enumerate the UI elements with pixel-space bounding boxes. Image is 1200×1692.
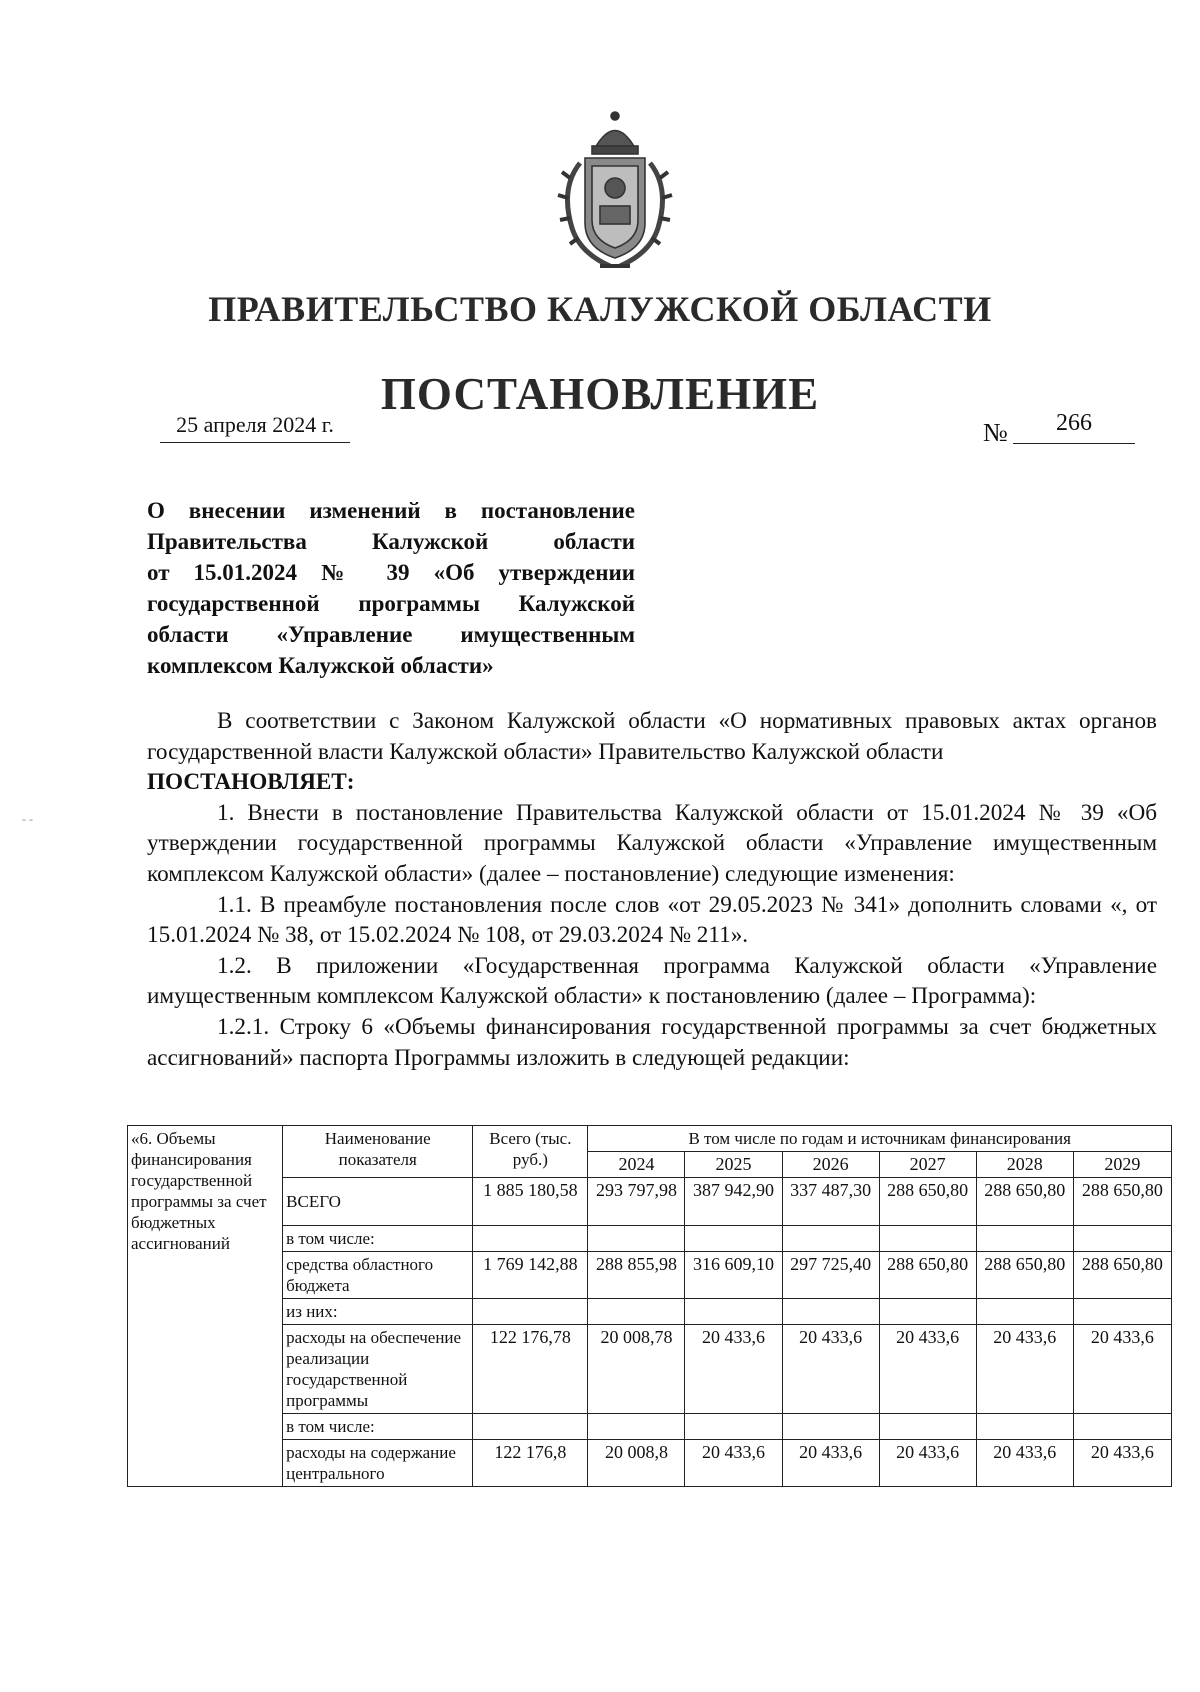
cell-value: 288 650,80 [976, 1178, 1073, 1226]
document-subject [147, 495, 635, 681]
cell-value [879, 1226, 976, 1252]
cell-value: 288 650,80 [1073, 1178, 1171, 1226]
subject-line: государственной программы Калужской [147, 591, 635, 616]
cell-value: 387 942,90 [685, 1178, 782, 1226]
cell-value [685, 1299, 782, 1325]
header-year: 2026 [782, 1152, 879, 1178]
cell-value [976, 1299, 1073, 1325]
table-row [128, 1440, 1172, 1487]
cell-value [685, 1414, 782, 1440]
number-label: № [983, 418, 1008, 447]
table-header-row [128, 1126, 1172, 1152]
subject-line: О внесении изменений в постановление [147, 498, 635, 523]
row-label: расходы на содержание центрального [283, 1440, 473, 1487]
cell-value [782, 1226, 879, 1252]
cell-value: 20 433,6 [879, 1325, 976, 1414]
cell-value [976, 1226, 1073, 1252]
row-label: расходы на обеспечение реализации государственной программы [283, 1325, 473, 1414]
header-year: 2028 [976, 1152, 1073, 1178]
cell-value [1073, 1299, 1171, 1325]
cell-value: 20 433,6 [976, 1325, 1073, 1414]
cell-value [1073, 1226, 1171, 1252]
cell-value: 288 650,80 [879, 1178, 976, 1226]
cell-value [588, 1226, 685, 1252]
cell-value [685, 1226, 782, 1252]
row-label: ВСЕГО [283, 1178, 473, 1226]
cell-value: 20 433,6 [782, 1440, 879, 1487]
cell-value: 288 650,80 [879, 1252, 976, 1299]
paragraph-resolves: ПОСТАНОВЛЯЕТ: [147, 769, 355, 796]
header-total: Всего (тыс. руб.) [473, 1126, 588, 1178]
cell-value: 20 433,6 [685, 1440, 782, 1487]
header-year: 2029 [1073, 1152, 1171, 1178]
subject-line: Правительства Калужской области [147, 529, 635, 554]
table-row [128, 1178, 1172, 1226]
header-years-group: В том числе по годам и источникам финансирования [588, 1126, 1172, 1152]
cell-total [473, 1299, 588, 1325]
header-year: 2027 [879, 1152, 976, 1178]
cell-value: 20 433,6 [1073, 1325, 1171, 1414]
cell-value: 20 433,6 [879, 1440, 976, 1487]
cell-value [1073, 1414, 1171, 1440]
cell-value: 288 650,80 [1073, 1252, 1171, 1299]
cell-value: 20 433,6 [782, 1325, 879, 1414]
cell-value [976, 1414, 1073, 1440]
paragraph-item-1-2-1: 1.2.1. Строку 6 «Объемы финансирования государственной программы за счет бюджетных ассигнований» паспорта Программы изложить в следующей редакции: [147, 1013, 1157, 1071]
subject-line: области «Управление имущественным [147, 622, 635, 647]
subject-line: комплексом Калужской области» [147, 653, 494, 678]
cell-total: 122 176,78 [473, 1325, 588, 1414]
table-row [128, 1226, 1172, 1252]
cell-total [473, 1414, 588, 1440]
cell-value: 288 650,80 [976, 1252, 1073, 1299]
cell-value [879, 1299, 976, 1325]
document-number: 266 [1013, 410, 1135, 444]
table-row-label: «6. Объемы финансирования государственной программы за счет бюджетных ассигнований [128, 1126, 283, 1487]
paragraph-item-1-1: 1.1. В преамбуле постановления после слов «от 29.05.2023 № 341» дополнить словами «, от 15.01.2024 № 38, от 15.02.2024 № 108, от 29.03.2024 № 211». [147, 891, 1157, 949]
table-row [128, 1252, 1172, 1299]
cell-value [782, 1299, 879, 1325]
row-label: в том числе: [283, 1226, 473, 1252]
document-body [147, 706, 1157, 1073]
cell-value: 337 487,30 [782, 1178, 879, 1226]
cell-value: 316 609,10 [685, 1252, 782, 1299]
subject-line: от 15.01.2024 № 39 «Об утверждении [147, 560, 635, 585]
cell-total: 122 176,8 [473, 1440, 588, 1487]
cell-total [473, 1226, 588, 1252]
cell-value: 20 433,6 [685, 1325, 782, 1414]
cell-value: 20 433,6 [976, 1440, 1073, 1487]
table-row [128, 1325, 1172, 1414]
cell-value [588, 1299, 685, 1325]
row-label: из них: [283, 1299, 473, 1325]
cell-value [879, 1414, 976, 1440]
financing-table-body [128, 1126, 1172, 1487]
paragraph-item-1: 1. Внести в постановление Правительства Калужской области от 15.01.2024 № 39 «Об утверждении государственной программы Калужской области «Управление имущественным комплексом Калужской области» (далее – постановление) следующие изменения: [147, 799, 1157, 887]
financing-table [127, 1125, 1172, 1487]
cell-value: 293 797,98 [588, 1178, 685, 1226]
row-label: средства областного бюджета [283, 1252, 473, 1299]
document-date: 25 апреля 2024 г. [160, 412, 350, 443]
paragraph-item-1-2: 1.2. В приложении «Государственная программа Калужской области «Управление имущественным комплексом Калужской области» к постановлению (далее – Программа): [147, 952, 1157, 1010]
cell-value: 288 855,98 [588, 1252, 685, 1299]
cell-value: 20 433,6 [1073, 1440, 1171, 1487]
header-year: 2025 [685, 1152, 782, 1178]
table-row [128, 1299, 1172, 1325]
document-type-title: ПОСТАНОВЛЕНИЕ [380, 369, 820, 419]
header-indicator: Наименование показателя [283, 1126, 473, 1178]
scan-mark: - - [22, 812, 33, 826]
row-label: в том числе: [283, 1414, 473, 1440]
cell-value [782, 1414, 879, 1440]
cell-total: 1 885 180,58 [473, 1178, 588, 1226]
cell-total: 1 769 142,88 [473, 1252, 588, 1299]
table-row [128, 1414, 1172, 1440]
paragraph-preamble: В соответствии с Законом Калужской области «О нормативных правовых актах органов государственной власти Калужской области» Правительство Калужской области [147, 708, 1157, 765]
cell-value: 20 008,8 [588, 1440, 685, 1487]
cell-value: 297 725,40 [782, 1252, 879, 1299]
cell-value [588, 1414, 685, 1440]
header-year: 2024 [588, 1152, 685, 1178]
cell-value: 20 008,78 [588, 1325, 685, 1414]
coat-of-arms-emblem [550, 108, 680, 273]
government-title: ПРАВИТЕЛЬСТВО КАЛУЖСКОЙ ОБЛАСТИ [208, 289, 992, 329]
